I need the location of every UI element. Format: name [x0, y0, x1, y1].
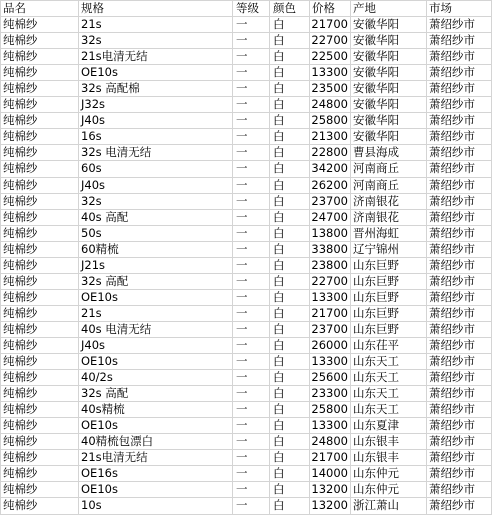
price-cell[interactable]: 22500: [310, 49, 351, 65]
spec-cell[interactable]: 40/2s: [79, 370, 233, 386]
product-name-cell[interactable]: 纯棉纱: [1, 273, 79, 289]
color-cell[interactable]: 白: [270, 209, 310, 225]
grade-cell[interactable]: 一: [233, 418, 270, 434]
origin-cell[interactable]: 山东茌平: [351, 337, 427, 353]
grade-cell[interactable]: 一: [233, 129, 270, 145]
table-row: [1, 402, 492, 418]
color-cell[interactable]: 白: [270, 386, 310, 402]
table-row: [1, 81, 492, 97]
origin-cell[interactable]: 山东天工: [351, 402, 427, 418]
spec-cell[interactable]: 60s: [79, 161, 233, 177]
header-price[interactable]: 价格: [310, 1, 351, 17]
color-cell[interactable]: 白: [270, 321, 310, 337]
grade-cell[interactable]: 一: [233, 145, 270, 161]
product-name-cell[interactable]: 纯棉纱: [1, 337, 79, 353]
grade-cell[interactable]: 一: [233, 33, 270, 49]
table-row: [1, 289, 492, 305]
grade-cell[interactable]: 一: [233, 241, 270, 257]
table-row: [1, 305, 492, 321]
spec-cell[interactable]: 60精梳: [79, 241, 233, 257]
product-name-cell[interactable]: 纯棉纱: [1, 65, 79, 81]
color-cell[interactable]: 白: [270, 402, 310, 418]
price-cell[interactable]: 34200: [310, 161, 351, 177]
market-cell[interactable]: 萧绍纱市: [427, 337, 492, 353]
spec-cell[interactable]: J40s: [79, 113, 233, 129]
origin-cell[interactable]: 安徽华阳: [351, 33, 427, 49]
price-cell[interactable]: 14000: [310, 466, 351, 482]
spec-cell[interactable]: J21s: [79, 257, 233, 273]
market-cell[interactable]: 萧绍纱市: [427, 209, 492, 225]
market-cell[interactable]: 萧绍纱市: [427, 161, 492, 177]
product-name-cell[interactable]: 纯棉纱: [1, 209, 79, 225]
origin-cell[interactable]: 济南银花: [351, 209, 427, 225]
spec-cell[interactable]: OE16s: [79, 466, 233, 482]
product-name-cell[interactable]: 纯棉纱: [1, 289, 79, 305]
color-cell[interactable]: 白: [270, 257, 310, 273]
spec-cell[interactable]: OE10s: [79, 418, 233, 434]
market-cell[interactable]: 萧绍纱市: [427, 97, 492, 113]
market-cell[interactable]: 萧绍纱市: [427, 225, 492, 241]
price-cell[interactable]: 13300: [310, 289, 351, 305]
header-grade[interactable]: 等级: [233, 1, 270, 17]
price-cell[interactable]: 23500: [310, 81, 351, 97]
header-market[interactable]: 市场: [427, 1, 492, 17]
header-origin[interactable]: 产地: [351, 1, 427, 17]
spec-cell[interactable]: 21s电清无结: [79, 450, 233, 466]
color-cell[interactable]: 白: [270, 273, 310, 289]
table-row: [1, 113, 492, 129]
grade-cell[interactable]: 一: [233, 482, 270, 498]
market-cell[interactable]: 萧绍纱市: [427, 17, 492, 33]
table-row: [1, 466, 492, 482]
origin-cell[interactable]: 浙江萧山: [351, 498, 427, 514]
price-cell[interactable]: 21300: [310, 129, 351, 145]
market-cell[interactable]: 萧绍纱市: [427, 321, 492, 337]
origin-cell[interactable]: 安徽华阳: [351, 81, 427, 97]
price-cell[interactable]: 24800: [310, 97, 351, 113]
table-row: [1, 418, 492, 434]
market-cell[interactable]: 萧绍纱市: [427, 273, 492, 289]
spec-cell[interactable]: 40s 高配: [79, 209, 233, 225]
grade-cell[interactable]: 一: [233, 450, 270, 466]
header-row: [1, 1, 492, 17]
grade-cell[interactable]: 一: [233, 209, 270, 225]
color-cell[interactable]: 白: [270, 177, 310, 193]
spec-cell[interactable]: 40s 电清无结: [79, 321, 233, 337]
market-cell[interactable]: 萧绍纱市: [427, 81, 492, 97]
origin-cell[interactable]: 辽宁锦州: [351, 241, 427, 257]
price-cell[interactable]: 22800: [310, 145, 351, 161]
table-row: [1, 273, 492, 289]
table-row: [1, 370, 492, 386]
market-cell[interactable]: 萧绍纱市: [427, 354, 492, 370]
spec-cell[interactable]: OE10s: [79, 482, 233, 498]
market-cell[interactable]: 萧绍纱市: [427, 113, 492, 129]
grade-cell[interactable]: 一: [233, 225, 270, 241]
price-cell[interactable]: 23700: [310, 321, 351, 337]
color-cell[interactable]: 白: [270, 370, 310, 386]
spec-cell[interactable]: 21s: [79, 17, 233, 33]
product-name-cell[interactable]: 纯棉纱: [1, 482, 79, 498]
table-row: [1, 482, 492, 498]
grade-cell[interactable]: 一: [233, 49, 270, 65]
price-cell[interactable]: 13200: [310, 498, 351, 514]
market-cell[interactable]: 萧绍纱市: [427, 145, 492, 161]
price-cell[interactable]: 13300: [310, 354, 351, 370]
product-name-cell[interactable]: 纯棉纱: [1, 49, 79, 65]
header-color[interactable]: 颜色: [270, 1, 310, 17]
color-cell[interactable]: 白: [270, 145, 310, 161]
table-row: [1, 386, 492, 402]
market-cell[interactable]: 萧绍纱市: [427, 241, 492, 257]
color-cell[interactable]: 白: [270, 482, 310, 498]
spec-cell[interactable]: 32s: [79, 193, 233, 209]
spec-cell[interactable]: J32s: [79, 97, 233, 113]
market-cell[interactable]: 萧绍纱市: [427, 177, 492, 193]
product-name-cell[interactable]: 纯棉纱: [1, 113, 79, 129]
grade-cell[interactable]: 一: [233, 65, 270, 81]
table-row: [1, 354, 492, 370]
grade-cell[interactable]: 一: [233, 289, 270, 305]
origin-cell[interactable]: 安徽华阳: [351, 97, 427, 113]
color-cell[interactable]: 白: [270, 434, 310, 450]
color-cell[interactable]: 白: [270, 81, 310, 97]
table-row: [1, 145, 492, 161]
color-cell[interactable]: 白: [270, 33, 310, 49]
table-row: [1, 209, 492, 225]
grade-cell[interactable]: 一: [233, 177, 270, 193]
spec-cell[interactable]: 32s 高配: [79, 386, 233, 402]
color-cell[interactable]: 白: [270, 65, 310, 81]
color-cell[interactable]: 白: [270, 337, 310, 353]
spec-cell[interactable]: OE10s: [79, 65, 233, 81]
market-cell[interactable]: 萧绍纱市: [427, 193, 492, 209]
color-cell[interactable]: 白: [270, 161, 310, 177]
spec-cell[interactable]: 21s: [79, 305, 233, 321]
market-cell[interactable]: 萧绍纱市: [427, 418, 492, 434]
origin-cell[interactable]: 安徽华阳: [351, 113, 427, 129]
grade-cell[interactable]: 一: [233, 81, 270, 97]
color-cell[interactable]: 白: [270, 466, 310, 482]
price-cell[interactable]: 21700: [310, 17, 351, 33]
product-name-cell[interactable]: 纯棉纱: [1, 450, 79, 466]
table-row: [1, 321, 492, 337]
origin-cell[interactable]: 晋州海虹: [351, 225, 427, 241]
product-name-cell[interactable]: 纯棉纱: [1, 305, 79, 321]
grade-cell[interactable]: 一: [233, 305, 270, 321]
origin-cell[interactable]: 山东巨野: [351, 321, 427, 337]
price-cell[interactable]: 26000: [310, 337, 351, 353]
price-cell[interactable]: 13300: [310, 65, 351, 81]
spec-cell[interactable]: 32s 电清无结: [79, 145, 233, 161]
price-cell[interactable]: 22700: [310, 273, 351, 289]
grade-cell[interactable]: 一: [233, 17, 270, 33]
product-name-cell[interactable]: 纯棉纱: [1, 161, 79, 177]
table-row: [1, 450, 492, 466]
origin-cell[interactable]: 安徽华阳: [351, 49, 427, 65]
market-cell[interactable]: 萧绍纱市: [427, 466, 492, 482]
grade-cell[interactable]: 一: [233, 354, 270, 370]
origin-cell[interactable]: 山东仲元: [351, 466, 427, 482]
origin-cell[interactable]: 安徽华阳: [351, 129, 427, 145]
product-name-cell[interactable]: 纯棉纱: [1, 97, 79, 113]
table-row: [1, 434, 492, 450]
spec-cell[interactable]: 32s 高配棉: [79, 81, 233, 97]
grade-cell[interactable]: 一: [233, 402, 270, 418]
market-cell[interactable]: 萧绍纱市: [427, 370, 492, 386]
origin-cell[interactable]: 山东夏津: [351, 418, 427, 434]
origin-cell[interactable]: 安徽华阳: [351, 65, 427, 81]
market-cell[interactable]: 萧绍纱市: [427, 402, 492, 418]
price-cell[interactable]: 21700: [310, 450, 351, 466]
origin-cell[interactable]: 山东天工: [351, 354, 427, 370]
product-name-cell[interactable]: 纯棉纱: [1, 81, 79, 97]
spec-cell[interactable]: 50s: [79, 225, 233, 241]
table-row: [1, 17, 492, 33]
spec-cell[interactable]: 16s: [79, 129, 233, 145]
table-row: [1, 177, 492, 193]
spec-cell[interactable]: 32s 高配: [79, 273, 233, 289]
color-cell[interactable]: 白: [270, 289, 310, 305]
price-cell[interactable]: 21700: [310, 305, 351, 321]
grade-cell[interactable]: 一: [233, 466, 270, 482]
price-cell[interactable]: 24700: [310, 209, 351, 225]
product-name-cell[interactable]: 纯棉纱: [1, 386, 79, 402]
grade-cell[interactable]: 一: [233, 498, 270, 514]
price-cell[interactable]: 22700: [310, 33, 351, 49]
product-name-cell[interactable]: 纯棉纱: [1, 498, 79, 514]
grade-cell[interactable]: 一: [233, 321, 270, 337]
table-row: [1, 65, 492, 81]
origin-cell[interactable]: 山东巨野: [351, 257, 427, 273]
color-cell[interactable]: 白: [270, 498, 310, 514]
product-name-cell[interactable]: 纯棉纱: [1, 177, 79, 193]
origin-cell[interactable]: 曹县海成: [351, 145, 427, 161]
product-name-cell[interactable]: 纯棉纱: [1, 370, 79, 386]
table-row: [1, 49, 492, 65]
product-name-cell[interactable]: 纯棉纱: [1, 257, 79, 273]
price-cell[interactable]: 25800: [310, 113, 351, 129]
header-product-name[interactable]: 品名: [1, 1, 79, 17]
table-row: [1, 193, 492, 209]
price-cell[interactable]: 23800: [310, 257, 351, 273]
price-cell[interactable]: 23300: [310, 386, 351, 402]
color-cell[interactable]: 白: [270, 193, 310, 209]
color-cell[interactable]: 白: [270, 418, 310, 434]
product-name-cell[interactable]: 纯棉纱: [1, 33, 79, 49]
grade-cell[interactable]: 一: [233, 161, 270, 177]
spec-cell[interactable]: J40s: [79, 337, 233, 353]
price-cell[interactable]: 26200: [310, 177, 351, 193]
market-cell[interactable]: 萧绍纱市: [427, 450, 492, 466]
origin-cell[interactable]: 山东银丰: [351, 450, 427, 466]
color-cell[interactable]: 白: [270, 354, 310, 370]
header-spec[interactable]: 规格: [79, 1, 233, 17]
origin-cell[interactable]: 山东巨野: [351, 273, 427, 289]
product-name-cell[interactable]: 纯棉纱: [1, 418, 79, 434]
grade-cell[interactable]: 一: [233, 434, 270, 450]
grade-cell[interactable]: 一: [233, 97, 270, 113]
grade-cell[interactable]: 一: [233, 113, 270, 129]
origin-cell[interactable]: 河南商丘: [351, 177, 427, 193]
table-row: [1, 337, 492, 353]
market-cell[interactable]: 萧绍纱市: [427, 482, 492, 498]
market-cell[interactable]: 萧绍纱市: [427, 305, 492, 321]
color-cell[interactable]: 白: [270, 305, 310, 321]
product-name-cell[interactable]: 纯棉纱: [1, 193, 79, 209]
product-name-cell[interactable]: 纯棉纱: [1, 145, 79, 161]
price-cell[interactable]: 23700: [310, 193, 351, 209]
market-cell[interactable]: 萧绍纱市: [427, 129, 492, 145]
product-name-cell[interactable]: 纯棉纱: [1, 321, 79, 337]
color-cell[interactable]: 白: [270, 129, 310, 145]
color-cell[interactable]: 白: [270, 241, 310, 257]
table-row: [1, 129, 492, 145]
table-row: [1, 97, 492, 113]
origin-cell[interactable]: 山东天工: [351, 386, 427, 402]
product-name-cell[interactable]: 纯棉纱: [1, 225, 79, 241]
spec-cell[interactable]: 10s: [79, 498, 233, 514]
origin-cell[interactable]: 山东巨野: [351, 305, 427, 321]
spec-cell[interactable]: 21s电清无结: [79, 49, 233, 65]
origin-cell[interactable]: 济南银花: [351, 193, 427, 209]
market-cell[interactable]: 萧绍纱市: [427, 49, 492, 65]
product-name-cell[interactable]: 纯棉纱: [1, 354, 79, 370]
origin-cell[interactable]: 安徽华阳: [351, 17, 427, 33]
color-cell[interactable]: 白: [270, 113, 310, 129]
origin-cell[interactable]: 山东银丰: [351, 434, 427, 450]
color-cell[interactable]: 白: [270, 450, 310, 466]
origin-cell[interactable]: 河南商丘: [351, 161, 427, 177]
market-cell[interactable]: 萧绍纱市: [427, 498, 492, 514]
price-cell[interactable]: 13800: [310, 225, 351, 241]
product-name-cell[interactable]: 纯棉纱: [1, 402, 79, 418]
product-name-cell[interactable]: 纯棉纱: [1, 129, 79, 145]
table-row: [1, 257, 492, 273]
spec-cell[interactable]: J40s: [79, 177, 233, 193]
spec-cell[interactable]: 40精梳包漂白: [79, 434, 233, 450]
price-cell[interactable]: 24800: [310, 434, 351, 450]
grade-cell[interactable]: 一: [233, 337, 270, 353]
table-row: [1, 161, 492, 177]
price-cell[interactable]: 25800: [310, 402, 351, 418]
grade-cell[interactable]: 一: [233, 386, 270, 402]
price-cell[interactable]: 13300: [310, 418, 351, 434]
market-cell[interactable]: 萧绍纱市: [427, 33, 492, 49]
market-cell[interactable]: 萧绍纱市: [427, 257, 492, 273]
spec-cell[interactable]: 40s精梳: [79, 402, 233, 418]
product-name-cell[interactable]: 纯棉纱: [1, 466, 79, 482]
spec-cell[interactable]: 32s: [79, 33, 233, 49]
table-row: [1, 241, 492, 257]
grade-cell[interactable]: 一: [233, 257, 270, 273]
table-row: [1, 33, 492, 49]
grade-cell[interactable]: 一: [233, 370, 270, 386]
market-cell[interactable]: 萧绍纱市: [427, 65, 492, 81]
product-name-cell[interactable]: 纯棉纱: [1, 241, 79, 257]
market-cell[interactable]: 萧绍纱市: [427, 434, 492, 450]
origin-cell[interactable]: 山东仲元: [351, 482, 427, 498]
product-name-cell[interactable]: 纯棉纱: [1, 17, 79, 33]
table-row: [1, 498, 492, 514]
grade-cell[interactable]: 一: [233, 193, 270, 209]
price-cell[interactable]: 33800: [310, 241, 351, 257]
color-cell[interactable]: 白: [270, 225, 310, 241]
origin-cell[interactable]: 山东巨野: [351, 289, 427, 305]
price-cell[interactable]: 25600: [310, 370, 351, 386]
table-row: [1, 225, 492, 241]
spec-cell[interactable]: OE10s: [79, 354, 233, 370]
origin-cell[interactable]: 山东天工: [351, 370, 427, 386]
product-name-cell[interactable]: 纯棉纱: [1, 434, 79, 450]
color-cell[interactable]: 白: [270, 97, 310, 113]
color-cell[interactable]: 白: [270, 17, 310, 33]
color-cell[interactable]: 白: [270, 49, 310, 65]
grade-cell[interactable]: 一: [233, 273, 270, 289]
price-cell[interactable]: 13200: [310, 482, 351, 498]
market-cell[interactable]: 萧绍纱市: [427, 386, 492, 402]
market-cell[interactable]: 萧绍纱市: [427, 289, 492, 305]
spec-cell[interactable]: OE10s: [79, 289, 233, 305]
